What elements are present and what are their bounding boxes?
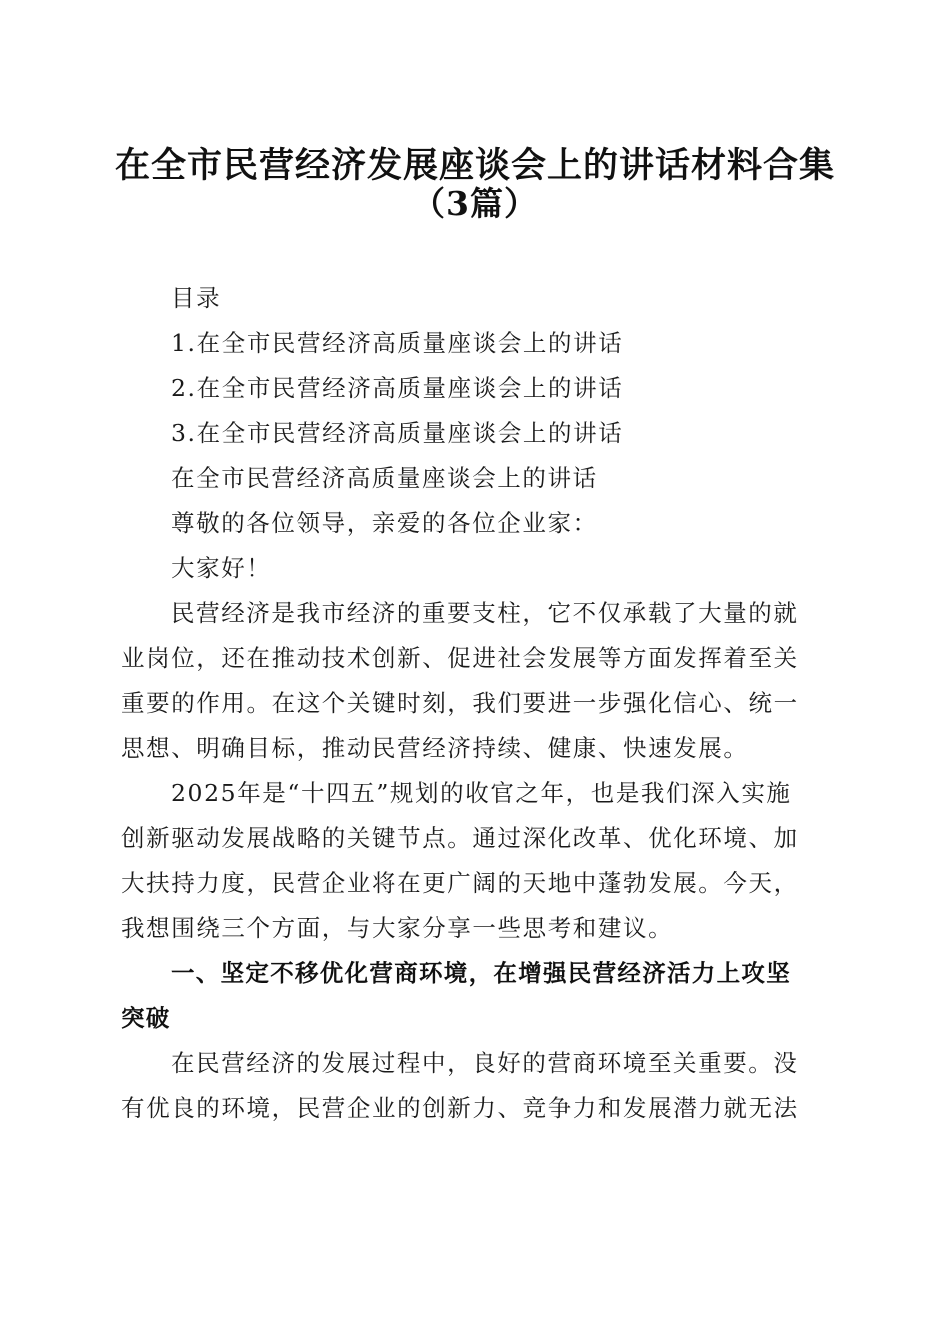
paragraph-line: 2025年是“十四五”规划的收官之年，也是我们深入实施: [171, 779, 792, 807]
paragraph-line: 民营经济是我市经济的重要支柱，它不仅承载了大量的就: [171, 599, 799, 627]
speech-title: 在全市民营经济高质量座谈会上的讲话: [171, 464, 598, 492]
paragraph-line: 创新驱动发展战略的关键节点。通过深化改革、优化环境、加: [121, 824, 799, 852]
paragraph-line: 业岗位，还在推动技术创新、促进社会发展等方面发挥着至关: [121, 644, 799, 672]
paragraph-line: 我想围绕三个方面，与大家分享一些思考和建议。: [121, 914, 674, 942]
paragraph-line: 重要的作用。在这个关键时刻，我们要进一步强化信心、统一: [121, 689, 799, 717]
paragraph-line: 在民营经济的发展过程中，良好的营商环境至关重要。没: [171, 1049, 799, 1077]
toc-item: 3.在全市民营经济高质量座谈会上的讲话: [171, 419, 624, 447]
toc-item: 2.在全市民营经济高质量座谈会上的讲话: [171, 374, 624, 402]
document-title-count: （3篇）: [412, 184, 538, 223]
salutation: 尊敬的各位领导，亲爱的各位企业家：: [171, 509, 598, 537]
paragraph-line: 大扶持力度，民营企业将在更广阔的天地中蓬勃发展。今天，: [121, 869, 799, 897]
toc-label: 目录: [171, 284, 222, 312]
greeting: 大家好！: [171, 554, 272, 582]
paragraph-line: 思想、明确目标，推动民营经济持续、健康、快速发展。: [121, 734, 749, 762]
toc-item: 1.在全市民营经济高质量座谈会上的讲话: [171, 329, 624, 357]
section-heading: 一、坚定不移优化营商环境，在增强民营经济活力上攻坚: [171, 959, 791, 987]
paragraph-line: 有优良的环境，民营企业的创新力、竞争力和发展潜力就无法: [121, 1094, 799, 1122]
document-title: 在全市民营经济发展座谈会上的讲话材料合集: [114, 145, 835, 186]
section-heading: 突破: [121, 1004, 171, 1032]
